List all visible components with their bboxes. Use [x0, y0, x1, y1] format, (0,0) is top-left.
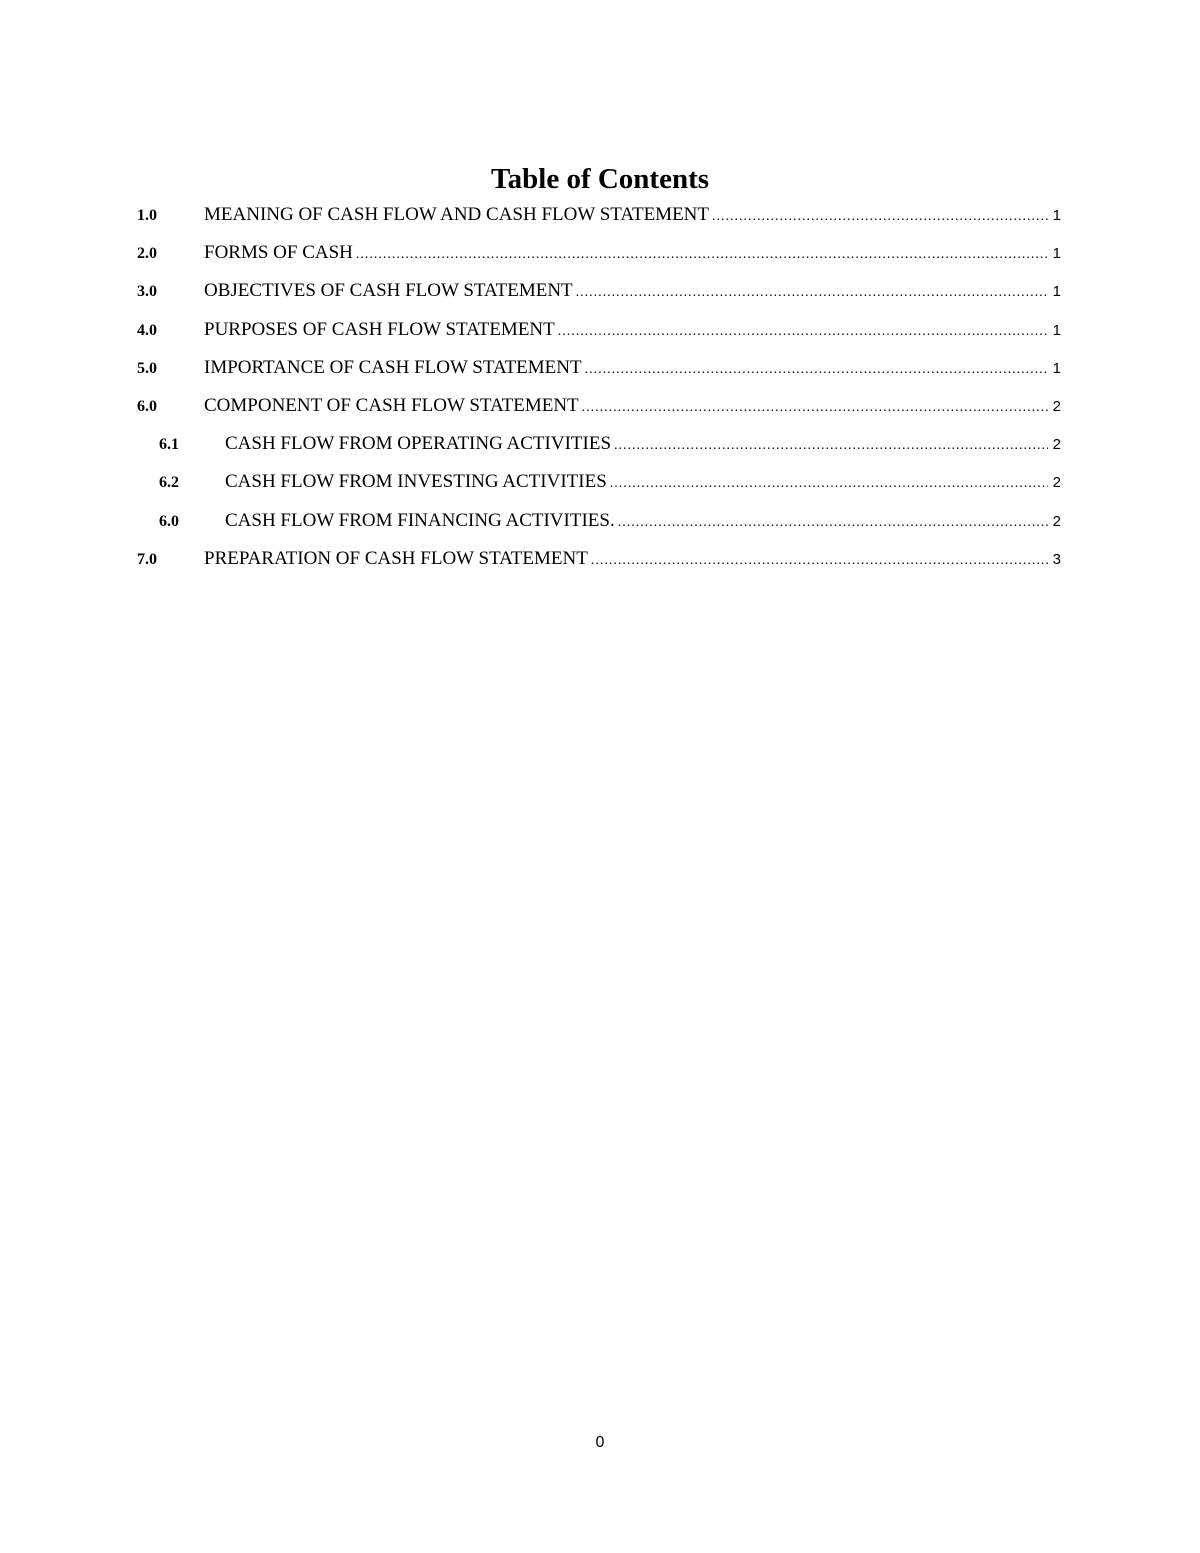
toc-entry-label[interactable]: OBJECTIVES OF CASH FLOW STATEMENT — [204, 280, 573, 302]
toc-entry-page: 2 — [1052, 512, 1061, 530]
toc-entry-page: 2 — [1052, 474, 1061, 492]
toc-entry-2-0[interactable] — [137, 235, 1061, 273]
toc-dot-leader — [618, 505, 1048, 541]
toc-entry-6-1[interactable] — [137, 426, 1061, 464]
toc-entry-6-0[interactable] — [137, 388, 1061, 426]
toc-entry-label[interactable]: FORMS OF CASH — [204, 242, 353, 264]
toc-entry-page: 2 — [1052, 436, 1061, 454]
toc-entry-number: 5.0 — [137, 359, 157, 377]
toc-entry-label[interactable]: CASH FLOW FROM FINANCING ACTIVITIES. — [225, 509, 615, 531]
toc-entry-4-0[interactable] — [137, 312, 1061, 350]
toc-dot-leader — [356, 237, 1048, 273]
toc-entry-6-3[interactable] — [137, 503, 1061, 541]
toc-entry-number: 6.0 — [137, 397, 157, 415]
toc-entry-page: 1 — [1052, 245, 1061, 263]
toc-entry-label[interactable]: PREPARATION OF CASH FLOW STATEMENT — [204, 547, 588, 569]
toc-entry-1-0[interactable] — [137, 197, 1061, 235]
toc-entry-number: 2.0 — [137, 245, 157, 263]
toc-entry-label[interactable]: COMPONENT OF CASH FLOW STATEMENT — [204, 394, 579, 416]
toc-entry-number: 1.0 — [137, 207, 157, 224]
toc-entry-label[interactable]: MEANING OF CASH FLOW AND CASH FLOW STATEMENT — [204, 204, 710, 225]
toc-dot-leader — [582, 390, 1048, 426]
footer-page-number: 0 — [595, 1434, 605, 1451]
toc-entry-6-2[interactable] — [137, 464, 1061, 502]
toc-title: Table of Contents — [490, 163, 710, 195]
toc-dot-leader — [591, 543, 1048, 579]
toc-list — [137, 197, 1061, 579]
toc-entry-label[interactable]: PURPOSES OF CASH FLOW STATEMENT — [204, 318, 555, 340]
toc-entry-number: 7.0 — [137, 550, 157, 568]
toc-entry-7-0[interactable] — [137, 541, 1061, 579]
toc-entry-label[interactable]: IMPORTANCE OF CASH FLOW STATEMENT — [204, 356, 582, 378]
toc-dot-leader — [576, 275, 1048, 311]
toc-entry-page: 1 — [1052, 359, 1061, 377]
toc-entry-page: 1 — [1052, 283, 1061, 301]
toc-entry-page: 2 — [1052, 397, 1061, 415]
toc-entry-label[interactable]: CASH FLOW FROM INVESTING ACTIVITIES — [225, 471, 607, 493]
toc-entry-number: 6.0 — [159, 512, 179, 530]
toc-entry-page: 1 — [1052, 321, 1061, 339]
toc-entry-number: 4.0 — [137, 321, 157, 339]
toc-dot-leader — [614, 428, 1048, 464]
toc-entry-number: 3.0 — [137, 283, 157, 301]
toc-entry-label[interactable]: CASH FLOW FROM OPERATING ACTIVITIES — [225, 433, 612, 455]
toc-entry-number: 6.2 — [159, 474, 179, 492]
toc-entry-number: 6.1 — [159, 436, 179, 454]
toc-dot-leader — [610, 466, 1048, 502]
toc-entry-5-0[interactable] — [137, 350, 1061, 388]
toc-entry-3-0[interactable] — [137, 273, 1061, 311]
toc-entry-page: 3 — [1052, 550, 1061, 568]
toc-dot-leader — [558, 314, 1048, 350]
toc-dot-leader — [585, 352, 1048, 388]
toc-entry-page: 1 — [1052, 207, 1061, 224]
toc-dot-leader — [712, 199, 1048, 235]
